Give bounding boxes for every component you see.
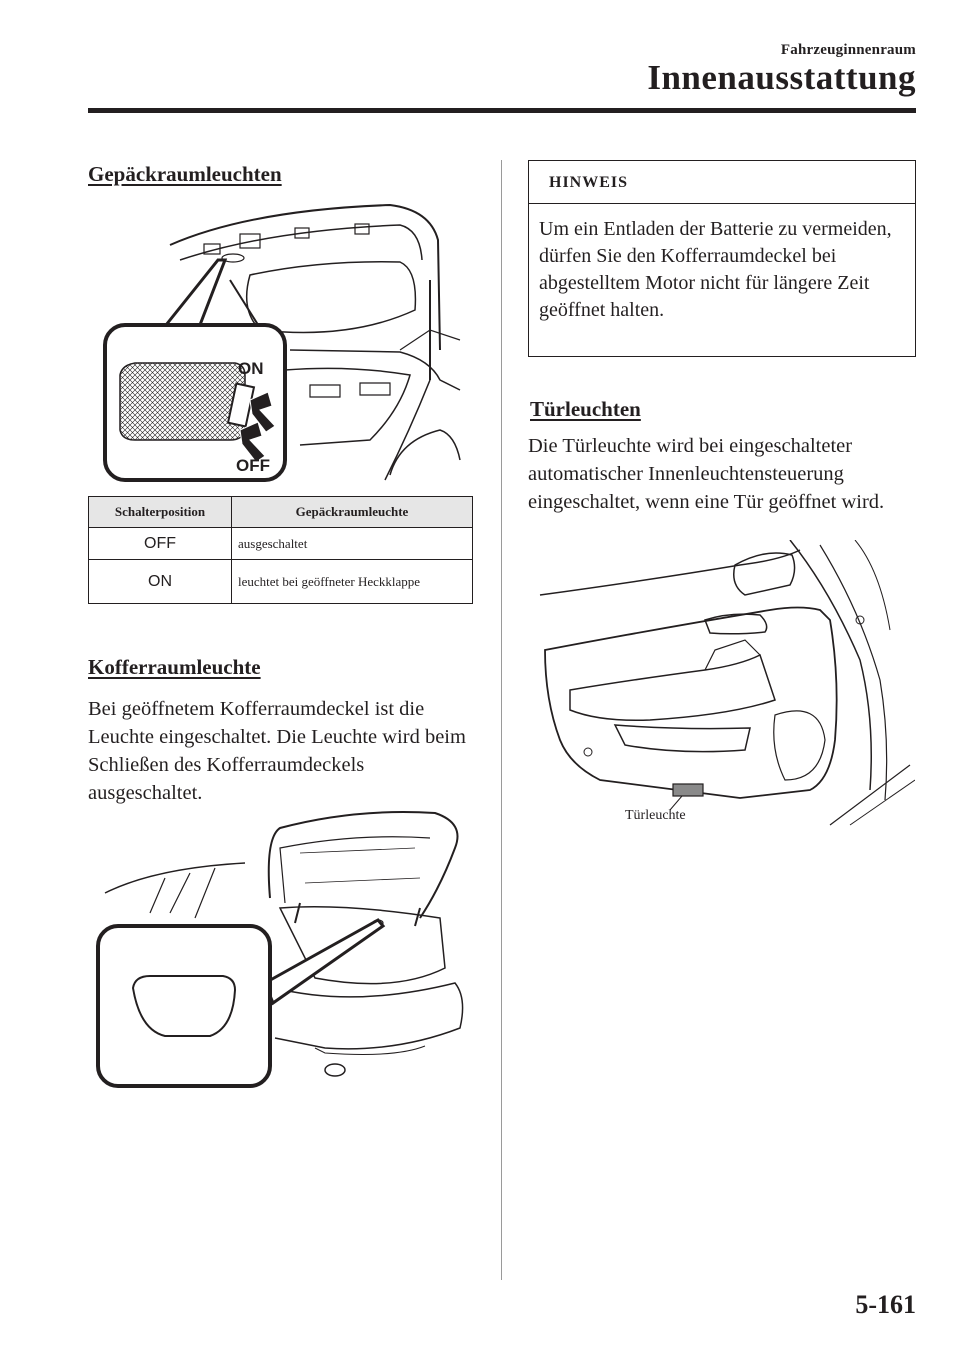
door-light-heading: Türleuchten — [530, 397, 641, 421]
trunk-light-text: Bei geöffnetem Kofferraumdeckel ist die Leuchte eingeschaltet. Die Leuchte wird beim Schließen des Kofferraumdeckels ausgeschaltet. — [88, 698, 466, 804]
table-cell-position: OFF — [89, 528, 232, 560]
table-cell-state: leuchtet bei geöffneter Heckklappe — [232, 560, 473, 604]
table-header-row — [89, 497, 473, 528]
luggage-light-heading: Gepäckraumleuchten — [88, 162, 282, 186]
note-box — [528, 160, 916, 357]
trunk-light-heading: Kofferraumleuchte — [88, 655, 261, 679]
page-number: 5-161 — [855, 1290, 916, 1319]
door-light-label: Türleuchte — [625, 808, 686, 823]
switch-position-table — [88, 496, 473, 604]
table-row — [89, 528, 473, 560]
table-cell-position: ON — [89, 560, 232, 604]
trunk-light-figure — [95, 808, 470, 1088]
header-rule — [88, 108, 916, 113]
section-title: Innenausstattung — [647, 58, 916, 97]
off-label: OFF — [236, 456, 270, 475]
table-cell-state: ausgeschaltet — [232, 528, 473, 560]
table-row — [89, 560, 473, 604]
door-light-text: Die Türleuchte wird bei eingeschalteter automatischer Innenleuchtensteuerung eingeschaltet, wenn eine Tür geöffnet wird. — [528, 435, 885, 513]
on-label: ON — [238, 359, 264, 378]
note-text: Um ein Entladen der Batterie zu vermeiden, dürfen Sie den Kofferraumdeckel bei abgestelltem Motor nicht für längere Zeit geöffnet halten. — [539, 218, 892, 321]
luggage-light-figure — [100, 200, 465, 485]
table-header-position: Schalterposition — [89, 497, 232, 528]
door-light-figure — [530, 540, 915, 830]
column-divider — [501, 160, 502, 1280]
note-heading: HINWEIS — [529, 161, 915, 204]
chapter-title: Fahrzeuginnenraum — [780, 42, 916, 58]
table-header-light: Gepäckraumleuchte — [232, 497, 473, 528]
